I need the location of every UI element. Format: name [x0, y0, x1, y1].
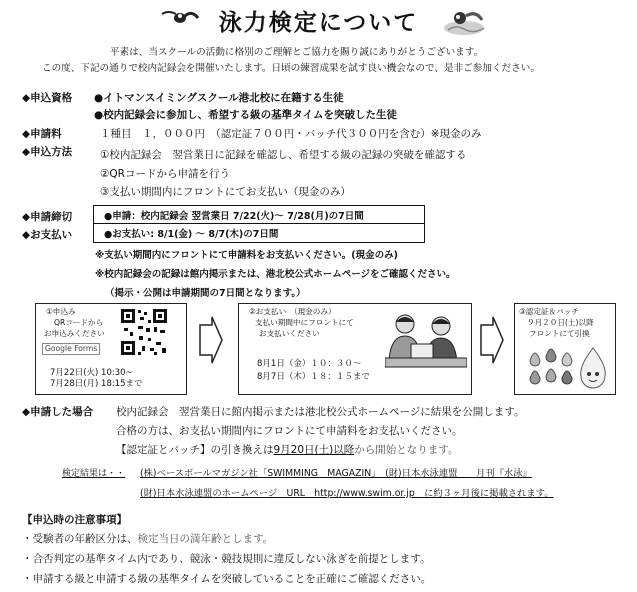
caution-3: ・申請する級と申請する級の基準タイムを突破していることを正確にご確認ください。 — [22, 573, 432, 585]
after-line-3a: 【認定証とバッチ】の引き換えは — [116, 444, 274, 456]
intro-line-2: この度、下記の通りで校内記録会を開催いたします。日頃の練習成果を試す良い機会なので、是非ご参加ください。 — [42, 63, 540, 74]
flow-step-1-line-3: お申込みください — [44, 329, 105, 338]
after-label: ◆申請した場合 — [22, 406, 94, 418]
exchange-date: 9月20日(土)以降 — [273, 444, 355, 456]
method-step-2: ②QRコードから申請を行う — [100, 168, 230, 180]
deadline-label: ◆申請締切 — [22, 211, 73, 223]
badge-medals-illustration — [523, 344, 609, 390]
deadline-text: ●申請：校内記録会 翌営業日 7/22(火)～ 7/28(月)の7日間 — [104, 211, 364, 222]
google-forms-badge: Google Forms — [42, 343, 100, 355]
payment-label: ◆お支払い — [22, 229, 73, 241]
cautions-heading: 【申込時の注意事項】 — [22, 514, 127, 526]
flow-step-certificate — [514, 303, 616, 395]
eligibility-item-1: ●イトマンスイミングスクール港北校に在籍する生徒 — [94, 92, 344, 104]
fee-text: １種目 １，０００円 （認定証７００円・バッチ代３００円を含む）※現金のみ — [100, 128, 482, 140]
eligibility-item-2: ●校内記録会に参加し、希望する級の基準タイムを突破した生徒 — [94, 109, 397, 121]
arrow-right-icon — [479, 315, 505, 365]
caution-1b: 検定当日の満年齢とします。 — [137, 533, 274, 545]
published-line-1: (株)ベースボールマガジン社「SWIMMING MAGAZIN」 (財)日本水泳連盟 月刊『水泳』 — [140, 468, 532, 479]
page-title: 泳力検定について — [218, 10, 419, 36]
flow-step-2-line-3: お支払いください — [259, 329, 320, 338]
flow-step-2-date-end: 8月7日（木）１８：１５まで — [257, 372, 370, 382]
note-1: ※支払い期間内にフロントにて申請料をお支払いください。(現金のみ) — [95, 250, 398, 261]
caution-1a: ・受験者の年齢区分は、 — [22, 533, 138, 545]
after-line-1: 校内記録会 翌営業日に館内掲示または港北校公式ホームページに結果を公開します。 — [116, 406, 525, 418]
published-line-2: (財)日本水泳連盟のホームページ URL http://www.swim.or.jp に約３ヶ月後に掲載されます。 — [140, 488, 554, 499]
flow-step-1-line-2: QRコードから — [54, 318, 104, 327]
caution-1 — [22, 531, 273, 546]
intro-line-1: 平素は、当スクールの活動に格別のご理解とご協力を賜り誠にありがとうございます。 — [110, 47, 484, 58]
method-step-1: ①校内記録会 翌営業日に記録を確認し、希望する級の記録の突破を確認する — [100, 149, 467, 161]
flow-step-3-line-3: フロントにて引換 — [529, 329, 590, 338]
arrow-right-icon — [198, 315, 224, 365]
flow-step-1-date-start: 7月22日(火) 10:30~ — [50, 368, 133, 378]
flow-step-1-title: ①申込み — [46, 307, 76, 316]
after-line-3c: から開始となります。 — [354, 444, 459, 456]
after-line-3 — [116, 442, 458, 457]
flow-step-apply — [35, 303, 187, 395]
splash-swimmer-icon — [444, 4, 488, 38]
flow-step-2-date-start: 8月1日（金）１０：３０～ — [257, 359, 362, 369]
eligibility-label: ◆申込資格 — [22, 92, 73, 104]
qr-code-icon[interactable] — [120, 308, 168, 356]
flow-step-3-line-2: ９月２０日(土)以降 — [527, 318, 594, 327]
method-step-3: ③支払い期間内にフロントにてお支払い（現金のみ） — [100, 186, 351, 198]
published-label: 検定結果は・・ — [62, 469, 126, 479]
method-label: ◆申込方法 — [22, 146, 73, 158]
fee-label: ◆申請料 — [22, 128, 62, 140]
after-line-2: 合格の方は、お支払い期間内にフロントにて申請料をお支払いください。 — [116, 425, 463, 437]
payment-text: ●お支払い: 8/1(金) ～ 8/7(木)の7日間 — [104, 229, 279, 240]
front-desk-staff-illustration — [385, 310, 467, 368]
payment-box — [93, 223, 425, 243]
flow-step-3-title: ③認定証＆バッチ — [519, 307, 579, 316]
note-2: ※校内記録会の記録は館内掲示または、港北校公式ホームページをご確認ください。 — [95, 269, 456, 280]
flow-step-1-date-end: 7月28日(月) 18:15まで — [50, 379, 143, 389]
flow-step-2-line-2: 支払い期間中にフロントにて — [255, 318, 354, 327]
flow-step-2-title: ②お支払い （現金のみ） — [249, 307, 336, 316]
caution-2: ・合否判定の基準タイム内であり、競泳・競技規則に違反しない泳ぎを前提とします。 — [22, 553, 431, 565]
flow-step-payment — [238, 303, 472, 395]
note-3: （掲示・公開は申請期間の7日間となります。） — [105, 288, 306, 299]
deadline-box — [93, 205, 425, 225]
